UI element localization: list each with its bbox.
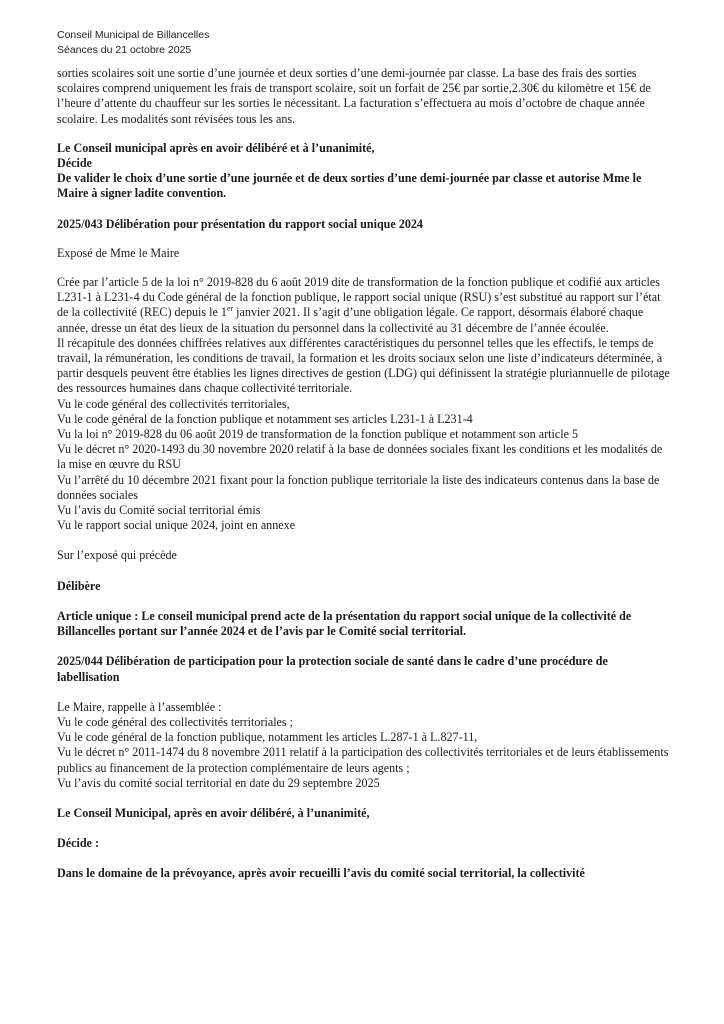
intro-paragraph: sorties scolaires soit une sortie d’une journée et deux sorties d’une demi-journée par classe. La base des frais des sorties scolaires comprend uniquement les frais de transport scolaire, soit un forfait de 25€ par sortie,2.30€ du kilomètre et 15€ de l’heure d’attente du chauffeur sur les sorties le nécessitant. La facturation s’effectuera au mois d’octobre de chaque année scolaire. Les modalités sont révisées tous les ans. bbox=[57, 66, 651, 126]
section-044-line: Le Maire, rappelle à l’assemblée : bbox=[57, 699, 222, 714]
section-043-title: 2025/043 Délibération pour présentation du rapport social unique 2024 bbox=[57, 216, 423, 231]
sur-expose: Sur l’exposé qui précède bbox=[57, 548, 177, 563]
header-session-date: Séances du 21 octobre 2025 bbox=[57, 44, 192, 56]
intro-decide: Décide bbox=[57, 156, 92, 171]
section-043-paragraph-1 bbox=[57, 275, 672, 336]
article-unique: Article unique : Le conseil municipal prend acte de la présentation du rapport social unique de la collectivité de Billancelles portant sur l’année 2024 et de l’avis par le Comité social territorial. bbox=[57, 608, 632, 639]
section-044-conseil: Le Conseil Municipal, après en avoir délibéré, à l’unanimité, bbox=[57, 805, 370, 820]
section-044-line: Vu le décret n° 2011-1474 du 8 novembre 2011 relatif à la participation des collectivités territoriales et de leurs établissements publics au financement de la protection complémentaire de leurs agents ; bbox=[57, 745, 669, 775]
section-044-line: Vu le code général de la fonction publique, notamment les articles L.287-1 à L.827-11, bbox=[57, 730, 478, 745]
vu-line: Vu le code général de la fonction publique et notamment ses articles L231-1 à L231-4 bbox=[57, 411, 473, 426]
section-043-expose: Exposé de Mme le Maire bbox=[57, 245, 180, 260]
vu-line: Vu le décret n° 2020-1493 du 30 novembre 2020 relatif à la base de données sociales fixant les conditions et les modalités de la mise en œuvre du RSU bbox=[57, 442, 663, 472]
para1-part-a: Crée par l’article 5 de la loi n° 2019-828 du 6 août 2019 dite de transformation de la fonction publique et codifié aux articles L231-1 à L231-4 du Code général de la fonction publique, le rapport social unique (RSU) s’est substitué au rapport sur l’état de la collectivité (REC) depuis le 1 bbox=[57, 275, 661, 320]
section-044-domaine: Dans le domaine de la prévoyance, après avoir recueilli l’avis du comité social territorial, la collectivité bbox=[57, 866, 585, 881]
para1-part-b: janvier 2021. Il s’agit d’une obligation légale. Ce rapport, désormais élaboré chaque année, dresse un état des lieux de la situation du personnel dans la collectivité au 31 décembre de l’année écoulée. bbox=[57, 305, 644, 335]
document-body bbox=[57, 66, 672, 882]
vu-line: Vu la loi n° 2019-828 du 06 août 2019 de transformation de la fonction publique et notamment son article 5 bbox=[57, 427, 579, 442]
delibere-heading: Délibère bbox=[57, 578, 101, 593]
intro-decision: De valider le choix d’une sortie d’une journée et de deux sorties d’une demi-journée par classe et autorise Mme le Maire à signer ladite convention. bbox=[57, 171, 642, 201]
section-044-title: 2025/044 Délibération de participation pour la protection sociale de santé dans le cadre d’une procédure de labellisation bbox=[57, 654, 608, 684]
section-044-line: Vu le code général des collectivités territoriales ; bbox=[57, 714, 294, 729]
section-043-paragraph-2: Il récapitule des données chiffrées relatives aux différentes caractéristiques du personnel telles que les effectifs, le temps de travail, la rémunération, les conditions de travail, la formation et les droits sociaux selon une liste d’indicateurs déterminée, à partir desquels peuvent être établies les lignes directives de gestion (LDG) qui définissent la stratégie pluriannuelle de pilotage des ressources humaines dans chaque collectivité territoriale. bbox=[57, 335, 670, 396]
vu-line: Vu le code général des collectivités territoriales, bbox=[57, 396, 290, 411]
section-044-line: Vu l’avis du comité social territorial en date du 29 septembre 2025 bbox=[57, 775, 380, 790]
vu-line: Vu le rapport social unique 2024, joint en annexe bbox=[57, 518, 296, 533]
vu-line: Vu l’arrêté du 10 décembre 2021 fixant pour la fonction publique territoriale la liste des indicateurs contenus dans la base de données sociales bbox=[57, 472, 660, 502]
para1-superscript: er bbox=[226, 304, 234, 314]
vu-line: Vu l’avis du Comité social territorial émis bbox=[57, 503, 261, 518]
intro-conseil: Le Conseil municipal après en avoir délibéré et à l’unanimité, bbox=[57, 140, 375, 155]
header-council-name: Conseil Municipal de Billancelles bbox=[57, 29, 210, 41]
page-header bbox=[57, 28, 209, 58]
section-044-decide: Décide : bbox=[57, 836, 99, 851]
